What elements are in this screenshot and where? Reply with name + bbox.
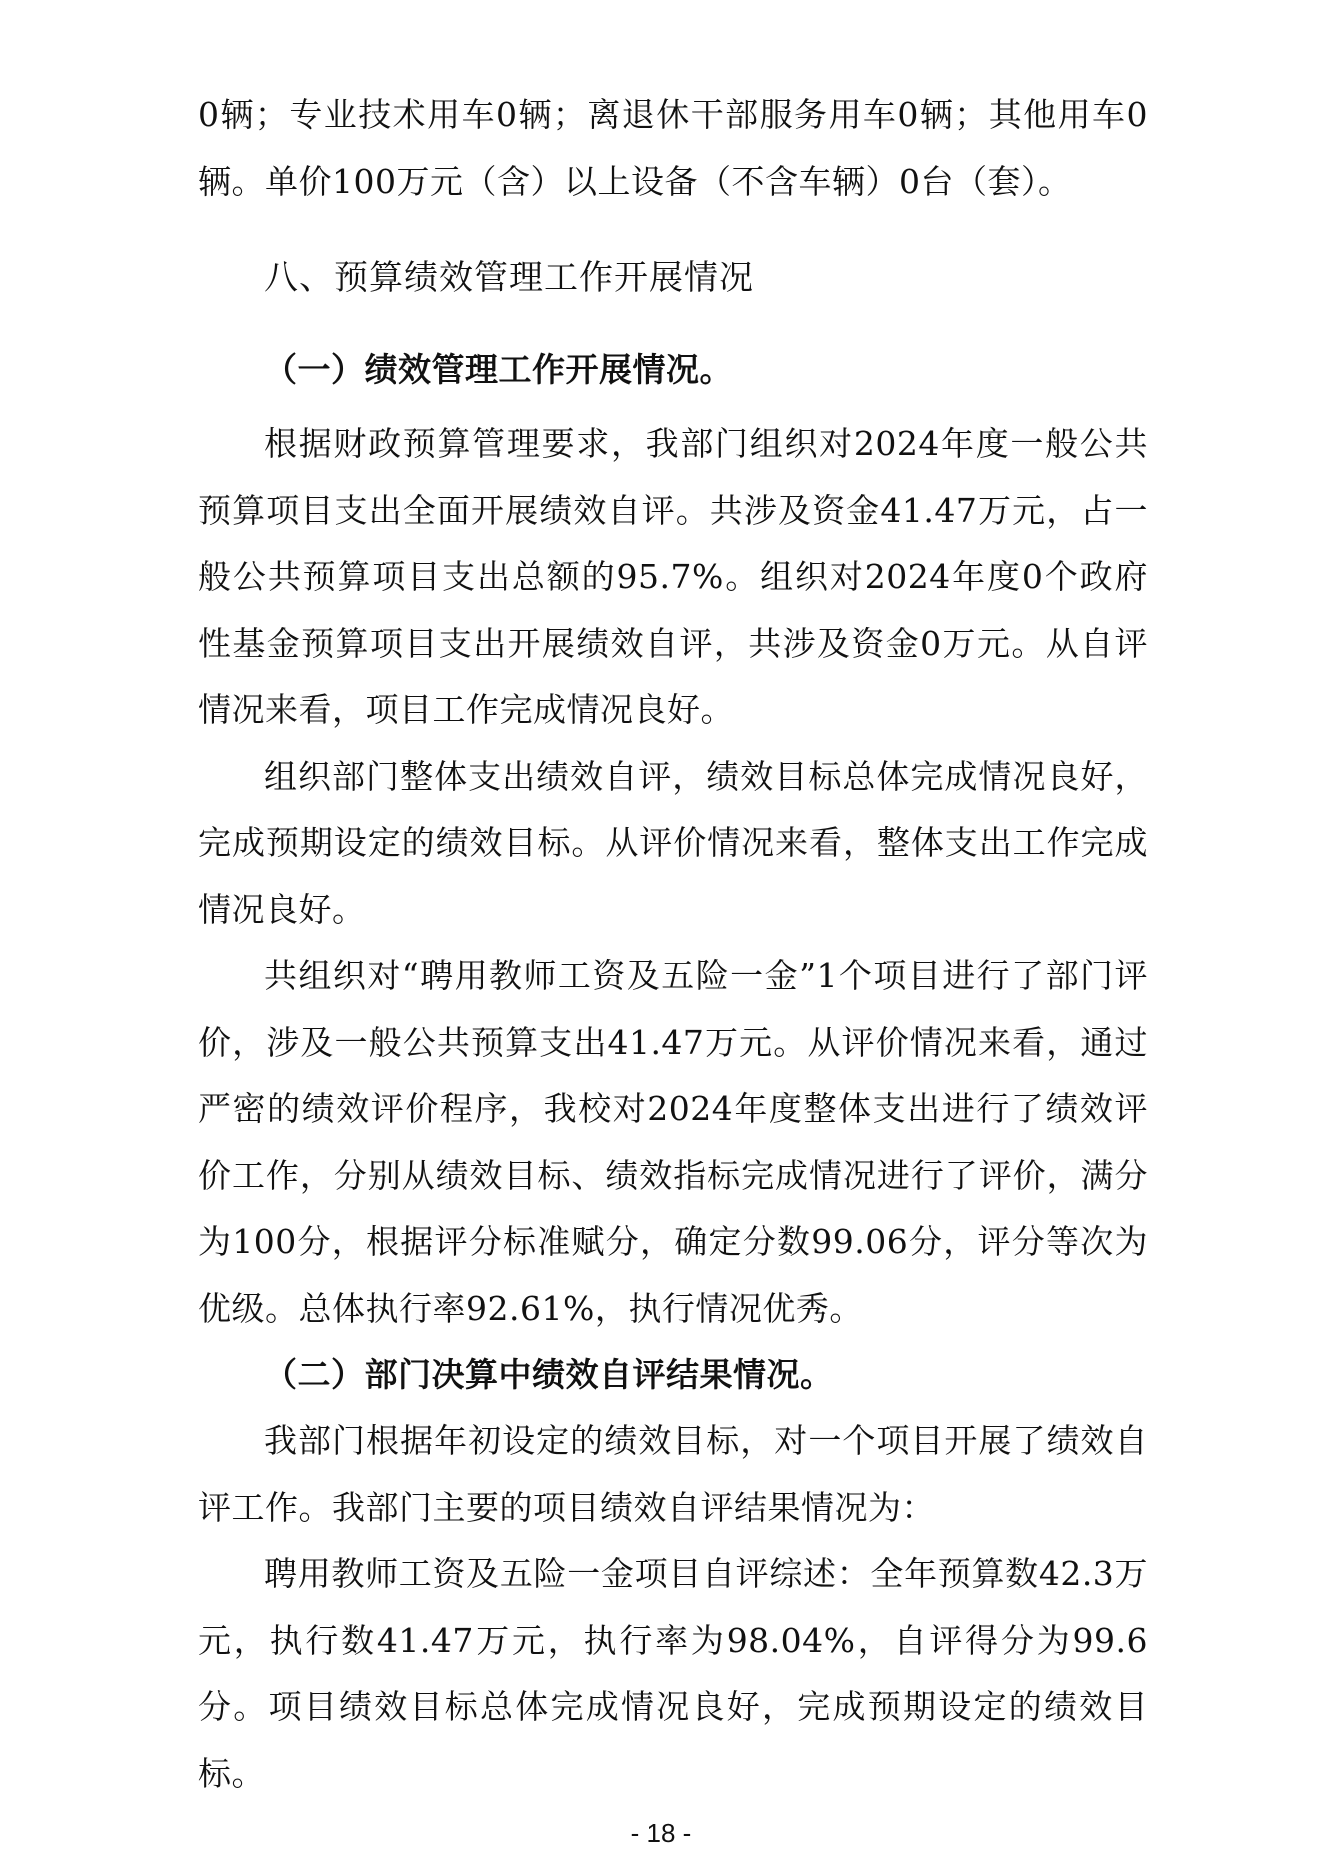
section-heading-budget-performance: 八、预算绩效管理工作开展情况 (264, 258, 754, 298)
page-content (198, 82, 1148, 1807)
paragraph-project-evaluation: 共组织对“聘用教师工资及五险一金”1个项目进行了部门评价，涉及一般公共预算支出41.47万元。从评价情况来看，通过严密的绩效评价程序，我校对2024年度整体支出进行了绩效评价工作，分别从绩效目标、绩效指标完成情况进行了评价，满分为100分，根据评分标准赋分，确定分数99.06分，评分等次为优级。总体执行率92.61%，执行情况优秀。 (198, 956, 1148, 1328)
paragraph-self-evaluation-intro: 我部门根据年初设定的绩效目标，对一个项目开展了绩效自评工作。我部门主要的项目绩效自评结果情况为： (198, 1421, 1148, 1527)
paragraph-project-summary: 聘用教师工资及五险一金项目自评综述：全年预算数42.3万元，执行数41.47万元，执行率为98.04%，自评得分为99.6分。项目绩效目标总体完成情况良好，完成预期设定的绩效目标。 (198, 1554, 1148, 1793)
paragraph-overall-expenditure-evaluation: 组织部门整体支出绩效自评，绩效目标总体完成情况良好，完成预期设定的绩效目标。从评价情况来看，整体支出工作完成情况良好。 (198, 756, 1148, 929)
subsection-heading-self-evaluation-results: （二）部门决算中绩效自评结果情况。 (264, 1355, 834, 1394)
paragraph-self-evaluation-scope: 根据财政预算管理要求，我部门组织对2024年度一般公共预算项目支出全面开展绩效自评。共涉及资金41.47万元，占一般公共预算项目支出总额的95.7%。组织对2024年度0个政府性基金预算项目支出开展绩效自评，共涉及资金0万元。从自评情况来看，项目工作完成情况良好。 (198, 424, 1148, 729)
page-number: - 18 - (630, 1818, 692, 1848)
subsection-heading-performance-management: （一）绩效管理工作开展情况。 (264, 350, 733, 389)
paragraph-vehicles-equipment: 0辆；专业技术用车0辆；离退休干部服务用车0辆；其他用车0辆。单价100万元（含）以上设备（不含车辆）0台（套）。 (198, 95, 1148, 201)
